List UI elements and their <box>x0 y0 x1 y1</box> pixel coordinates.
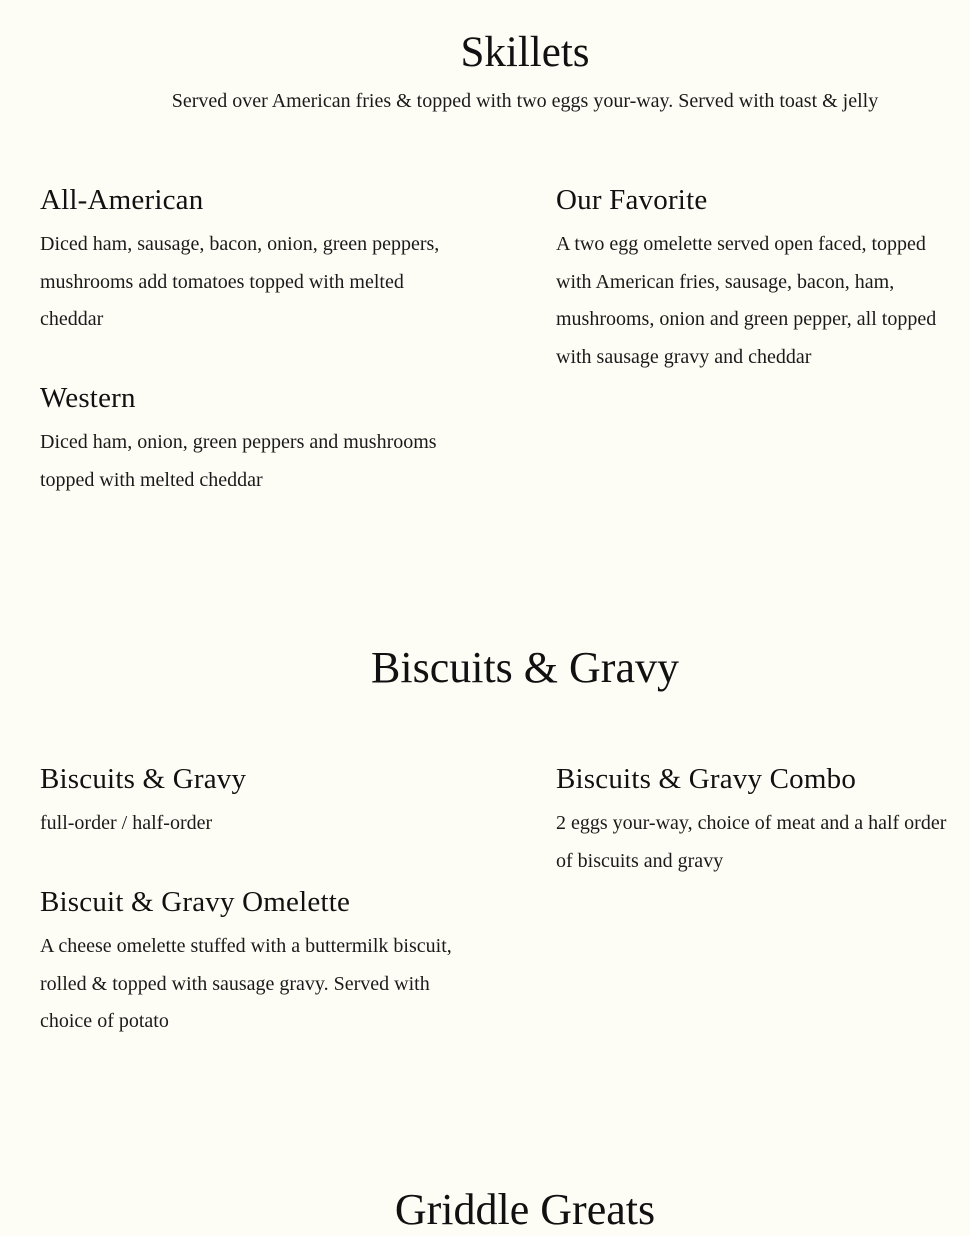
menu-item-description: Diced ham, sausage, bacon, onion, green peppers, mushrooms add tomatoes topped with melted cheddar <box>40 233 440 330</box>
menu-item <box>556 182 956 376</box>
menu-item-name: Biscuits & Gravy Combo <box>556 763 857 795</box>
menu-item <box>40 182 460 339</box>
menu-item-name: Biscuits & Gravy <box>40 763 247 795</box>
menu-item-description: A two egg omelette served open faced, topped with American fries, sausage, bacon, ham, mushrooms, onion and green pepper, all topped with sausage gravy and cheddar <box>556 233 937 368</box>
skillets-title: Skillets <box>460 29 590 76</box>
skillets-subtitle: Served over American fries & topped with two eggs your-way. Served with toast & jelly <box>171 90 879 112</box>
menu-item-description: 2 eggs your-way, choice of meat and a half order of biscuits and gravy <box>556 812 947 872</box>
menu-item <box>40 761 460 843</box>
menu-item-name: Our Favorite <box>556 184 708 216</box>
menu-item-description: full-order / half-order <box>40 812 213 834</box>
menu-item <box>40 380 460 499</box>
menu-item <box>556 761 956 880</box>
skillets-section <box>0 0 970 560</box>
biscuits-title: Biscuits & Gravy <box>371 643 679 692</box>
menu-item-name: Biscuit & Gravy Omelette <box>40 886 351 918</box>
menu-item-name: All-American <box>40 184 204 216</box>
menu-item-name: Western <box>40 382 136 414</box>
biscuits-section <box>0 560 970 1120</box>
menu-item-description: A cheese omelette stuffed with a buttermilk biscuit, rolled & topped with sausage gravy. Served with choice of potato <box>40 935 452 1032</box>
griddle-section <box>0 1120 970 1234</box>
griddle-title: Griddle Greats <box>394 1185 656 1234</box>
menu-item-description: Diced ham, onion, green peppers and mushrooms topped with melted cheddar <box>40 431 437 491</box>
menu-item <box>40 884 460 1041</box>
